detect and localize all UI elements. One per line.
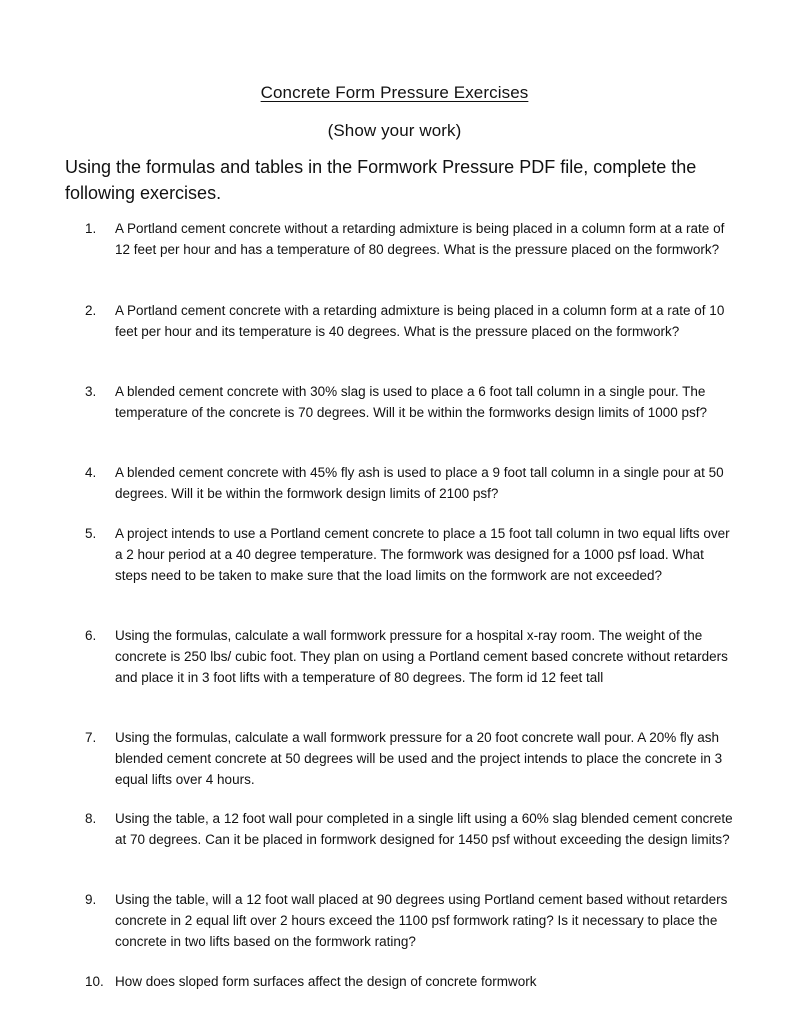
exercise-number: 8. [85, 811, 97, 826]
exercise-item [85, 523, 735, 586]
exercise-number: 10. [85, 974, 104, 989]
exercise-number: 2. [85, 303, 97, 318]
exercise-item [85, 971, 735, 992]
exercise-item [85, 625, 735, 688]
document-title: Concrete Form Pressure Exercises [260, 83, 529, 102]
exercise-text: A blended cement concrete with 45% fly ash is used to place a 9 foot tall column in a single pour at 50 degrees. Will it be within the formwork design limits of 2100 psf? [115, 465, 724, 501]
exercise-item [85, 300, 735, 342]
exercise-text: A Portland cement concrete without a retarding admixture is being placed in a column form at a rate of 12 feet per hour and has a temperature of 80 degrees. What is the pressure placed on the formwork? [115, 221, 725, 257]
exercise-number: 6. [85, 628, 97, 643]
exercise-text: A Portland cement concrete with a retarding admixture is being placed in a column form at a rate of 10 feet per hour and its temperature is 40 degrees. What is the pressure placed on the formwork? [115, 303, 725, 339]
exercise-item [85, 218, 735, 260]
exercise-number: 4. [85, 465, 97, 480]
exercise-number: 1. [85, 221, 97, 236]
exercise-text: Using the formulas, calculate a wall formwork pressure for a hospital x-ray room. The weight of the concrete is 250 lbs/ cubic foot. They plan on using a Portland cement based concrete without retarders and place it in 3 foot lifts with a temperature of 80 degrees. The form id 12 feet tall [115, 628, 728, 685]
document-subtitle: (Show your work) [327, 121, 462, 140]
exercise-text: Using the formulas, calculate a wall formwork pressure for a 20 foot concrete wall pour. A 20% fly ash blended cement concrete at 50 degrees will be used and the project intends to place the concrete in 3 equal lifts over 4 hours. [115, 730, 723, 787]
intro-paragraph: Using the formulas and tables in the Formwork Pressure PDF file, complete the following exercises. [65, 157, 697, 203]
exercise-text: A blended cement concrete with 30% slag is used to place a 6 foot tall column in a single pour. The temperature of the concrete is 70 degrees. Will it be within the formworks design limits of 1000 psf? [115, 384, 708, 420]
exercise-item [85, 889, 735, 952]
exercise-number: 7. [85, 730, 97, 745]
exercise-text: How does sloped form surfaces affect the design of concrete formwork [115, 974, 537, 989]
exercise-text: A project intends to use a Portland cement concrete to place a 15 foot tall column in two equal lifts over a 2 hour period at a 40 degree temperature. The formwork was designed for a 1000 psf load. What steps need to be taken to make sure that the load limits on the formwork are not exceeded? [115, 526, 730, 583]
exercise-item [85, 381, 735, 423]
exercise-item [85, 727, 735, 790]
exercise-number: 5. [85, 526, 97, 541]
exercise-number: 3. [85, 384, 97, 399]
exercise-item [85, 462, 735, 504]
exercise-text: Using the table, a 12 foot wall pour completed in a single lift using a 60% slag blended cement concrete at 70 degrees. Can it be placed in formwork designed for 1450 psf without exceeding the design limits? [115, 811, 733, 847]
exercise-text: Using the table, will a 12 foot wall placed at 90 degrees using Portland cement based without retarders concrete in 2 equal lift over 2 hours exceed the 1100 psf formwork rating? Is it necessary to place the concrete in two lifts based on the formwork rating? [115, 892, 728, 949]
exercise-item [85, 808, 735, 850]
exercise-number: 9. [85, 892, 97, 907]
